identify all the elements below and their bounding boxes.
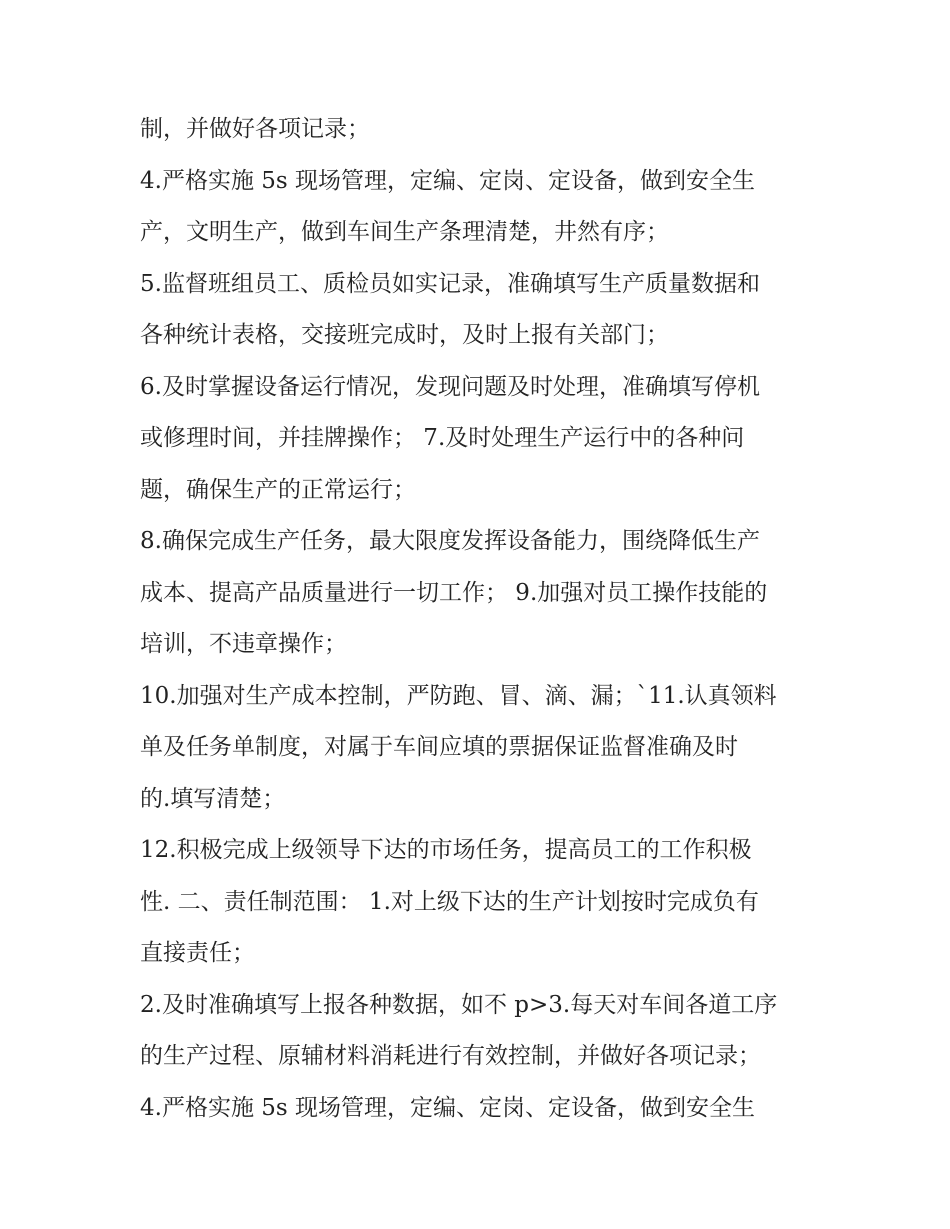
text-line: 4.严格实施 5s 现场管理，定编、定岗、定设备，做到安全生 <box>140 167 756 194</box>
text-line: 制，并做好各项记录； <box>140 116 370 142</box>
text-line: 各种统计表格，交接班完成时，及时上报有关部门； <box>140 322 669 348</box>
text-line: 5.监督班组员工、质检员如实记录，准确填写生产质量数据和 <box>140 270 760 297</box>
text-line: 成本、提高产品质量进行一切工作； 9.加强对员工操作技能的 <box>140 579 768 606</box>
text-line: 10.加强对生产成本控制，严防跑、冒、滴、漏；`11.认真领料 <box>140 682 777 709</box>
text-line: 12.积极完成上级领导下达的市场任务，提高员工的工作积极 <box>140 837 752 863</box>
text-line: 8.确保完成生产任务，最大限度发挥设备能力，围绕降低生产 <box>140 528 760 554</box>
text-line: 性. 二、责任制范围： 1.对上级下达的生产计划按时完成负有 <box>140 888 759 915</box>
text-line: 的生产过程、原辅材料消耗进行有效控制，并做好各项记录； <box>140 1043 761 1069</box>
text-line: 2.及时准确填写上报各种数据，如不 p>3.每天对车间各道工序 <box>140 991 778 1018</box>
text-line: 单及任务单制度，对属于车间应填的票据保证监督准确及时 <box>140 734 738 760</box>
text-line: 产，文明生产，做到车间生产条理清楚，井然有序； <box>140 219 669 245</box>
text-line: 4.严格实施 5s 现场管理，定编、定岗、定设备，做到安全生 <box>140 1094 756 1121</box>
text-line: 的.填写清楚； <box>140 785 286 812</box>
text-line: 直接责任； <box>140 940 255 966</box>
text-line: 6.及时掌握设备运行情况，发现问题及时处理，准确填写停机 <box>140 373 760 400</box>
text-line: 题，确保生产的正常运行； <box>140 476 416 503</box>
text-line: 培训，不违章操作； <box>140 631 347 657</box>
text-line: 或修理时间，并挂牌操作； 7.及时处理生产运行中的各种问 <box>140 425 745 451</box>
document-body <box>140 104 820 1134</box>
